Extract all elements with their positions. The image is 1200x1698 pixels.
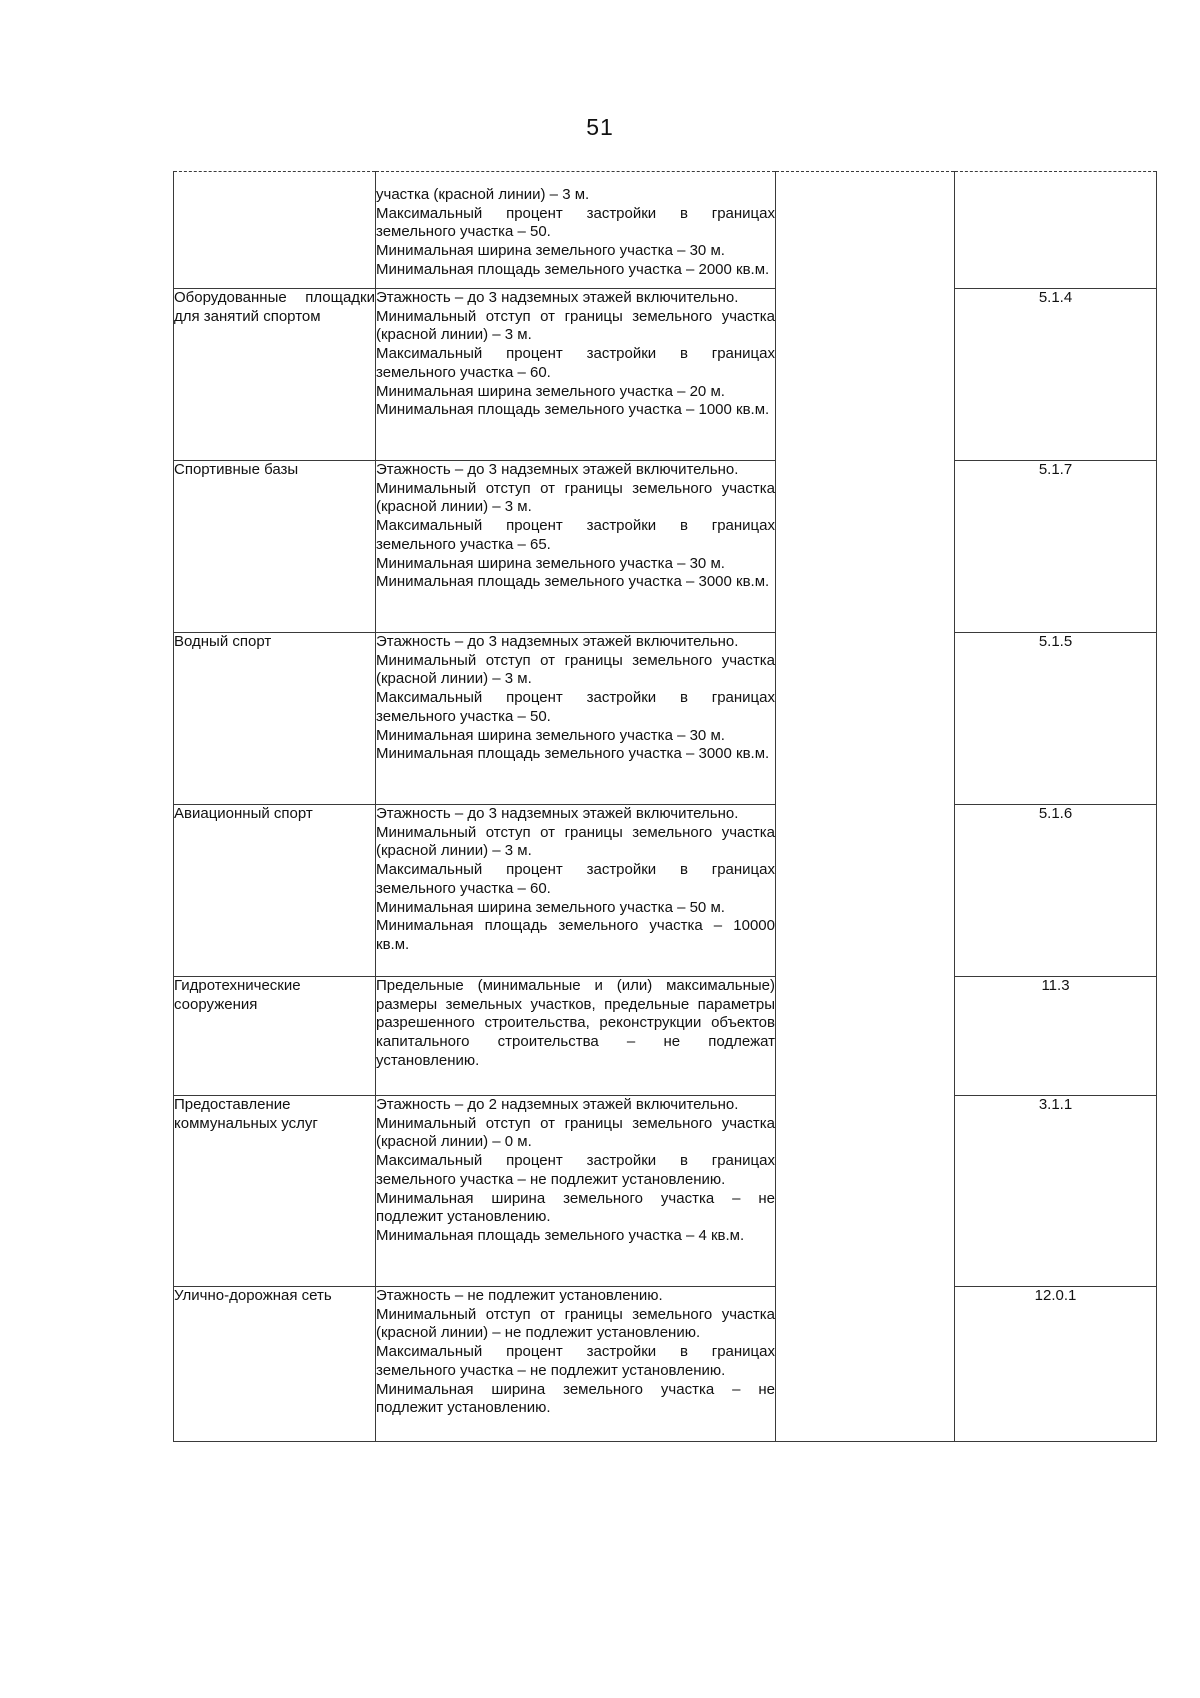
parameter-line: Максимальный процент застройки в границах земельного участка – не подлежит установлению.: [376, 1343, 775, 1379]
use-code: 5.1.6: [955, 805, 1157, 977]
parameter-line: Этажность – до 2 надземных этажей включительно.: [376, 1096, 739, 1113]
restrictions-cell: [776, 172, 955, 1442]
parameters-cell: [376, 461, 776, 633]
use-type-name: Водный спорт: [174, 633, 376, 805]
parameter-line: Максимальный процент застройки в границах земельного участка – не подлежит установлению.: [376, 1152, 775, 1188]
table-row: [174, 977, 1157, 1096]
parameters-cell: [376, 172, 776, 289]
use-type-name: Авиационный спорт: [174, 805, 376, 977]
use-type-name: Гидротехнические сооружения: [174, 977, 376, 1096]
use-code: 11.3: [955, 977, 1157, 1096]
parameter-line: Этажность – до 3 надземных этажей включительно.: [376, 633, 739, 650]
parameter-line: Минимальная ширина земельного участка – не подлежит установлению.: [376, 1189, 775, 1226]
parameter-line: Минимальная площадь земельного участка – 10000 кв.м.: [376, 917, 775, 953]
parameter-line: Минимальный отступ от границы земельного участка (красной линии) – 3 м.: [376, 479, 775, 516]
parameter-line: Минимальная площадь земельного участка – 4 кв.м.: [376, 1226, 745, 1244]
parameter-line: Минимальная ширина земельного участка – 30 м.: [376, 554, 725, 572]
parameter-line: Максимальный процент застройки в границах земельного участка – 60.: [376, 861, 775, 897]
use-code: 5.1.5: [955, 633, 1157, 805]
parameters-cell: [376, 633, 776, 805]
parameters-cell: [376, 805, 776, 977]
page-number: 51: [586, 114, 614, 140]
parameter-line: Минимальная ширина земельного участка – 50 м.: [376, 898, 725, 916]
table-row: [174, 289, 1157, 461]
use-code: 12.0.1: [955, 1287, 1157, 1442]
parameter-line: Этажность – до 3 надземных этажей включительно.: [376, 805, 739, 822]
use-code: 3.1.1: [955, 1096, 1157, 1287]
parameter-line: Предельные (минимальные и (или) максимальные) размеры земельных участков, предельные параметры разрешенного строительства, реконструкции объектов капитального строительства – не подлежат установлению.: [376, 977, 775, 1069]
parameter-line: Минимальная площадь земельного участка – 3000 кв.м.: [376, 573, 770, 591]
table-row: [174, 633, 1157, 805]
parameter-line: Этажность – не подлежит установлению.: [376, 1287, 663, 1304]
use-type-name: Предоставление коммунальных услуг: [174, 1096, 376, 1287]
table-row: [174, 805, 1157, 977]
parameters-cell: [376, 1287, 776, 1442]
parameters-cell: [376, 289, 776, 461]
parameter-line: Минимальная ширина земельного участка – 30 м.: [376, 242, 725, 260]
use-type-name: Улично-дорожная сеть: [174, 1287, 376, 1442]
land-use-table: [173, 171, 1157, 1442]
parameter-line: Минимальный отступ от границы земельного участка (красной линии) – 3 м.: [376, 651, 775, 688]
table-row: [174, 172, 1157, 289]
parameter-line: Этажность – до 3 надземных этажей включительно.: [376, 289, 739, 306]
parameter-line: Минимальный отступ от границы земельного участка (красной линии) – 3 м.: [376, 307, 775, 344]
use-code: 5.1.4: [955, 289, 1157, 461]
use-code: 5.1.7: [955, 461, 1157, 633]
parameter-line: Минимальная ширина земельного участка – 20 м.: [376, 382, 725, 400]
parameter-line: Минимальный отступ от границы земельного участка (красной линии) – 0 м.: [376, 1114, 775, 1151]
parameter-line: Минимальный отступ от границы земельного участка (красной линии) – не подлежит установлению.: [376, 1305, 775, 1342]
parameter-line: Минимальный отступ от границы земельного участка (красной линии) – 3 м.: [376, 823, 775, 860]
parameter-line: Максимальный процент застройки в границах земельного участка – 65.: [376, 517, 775, 553]
use-type-name: Спортивные базы: [174, 461, 376, 633]
parameter-line: Минимальная ширина земельного участка – 30 м.: [376, 726, 725, 744]
parameter-line: Максимальный процент застройки в границах земельного участка – 50.: [376, 204, 775, 241]
parameter-line: Максимальный процент застройки в границах земельного участка – 50.: [376, 689, 775, 725]
use-type-name: Оборудованные площадки для занятий спортом: [174, 289, 376, 461]
parameters-cell: [376, 1096, 776, 1287]
use-type-name: [174, 172, 376, 289]
parameters-cell: [376, 977, 776, 1096]
use-code: [955, 172, 1157, 289]
parameter-line: Минимальная ширина земельного участка – не подлежит установлению.: [376, 1380, 775, 1417]
parameter-line: Минимальная площадь земельного участка – 1000 кв.м.: [376, 401, 770, 419]
parameter-line: Максимальный процент застройки в границах земельного участка – 60.: [376, 345, 775, 381]
table-row: [174, 1096, 1157, 1287]
table-row: [174, 1287, 1157, 1442]
parameter-line: Минимальная площадь земельного участка – 2000 кв.м.: [376, 260, 770, 278]
parameter-line: участка (красной линии) – 3 м.: [376, 186, 590, 203]
table-row: [174, 461, 1157, 633]
parameter-line: Минимальная площадь земельного участка – 3000 кв.м.: [376, 745, 770, 763]
parameter-line: Этажность – до 3 надземных этажей включительно.: [376, 461, 739, 478]
